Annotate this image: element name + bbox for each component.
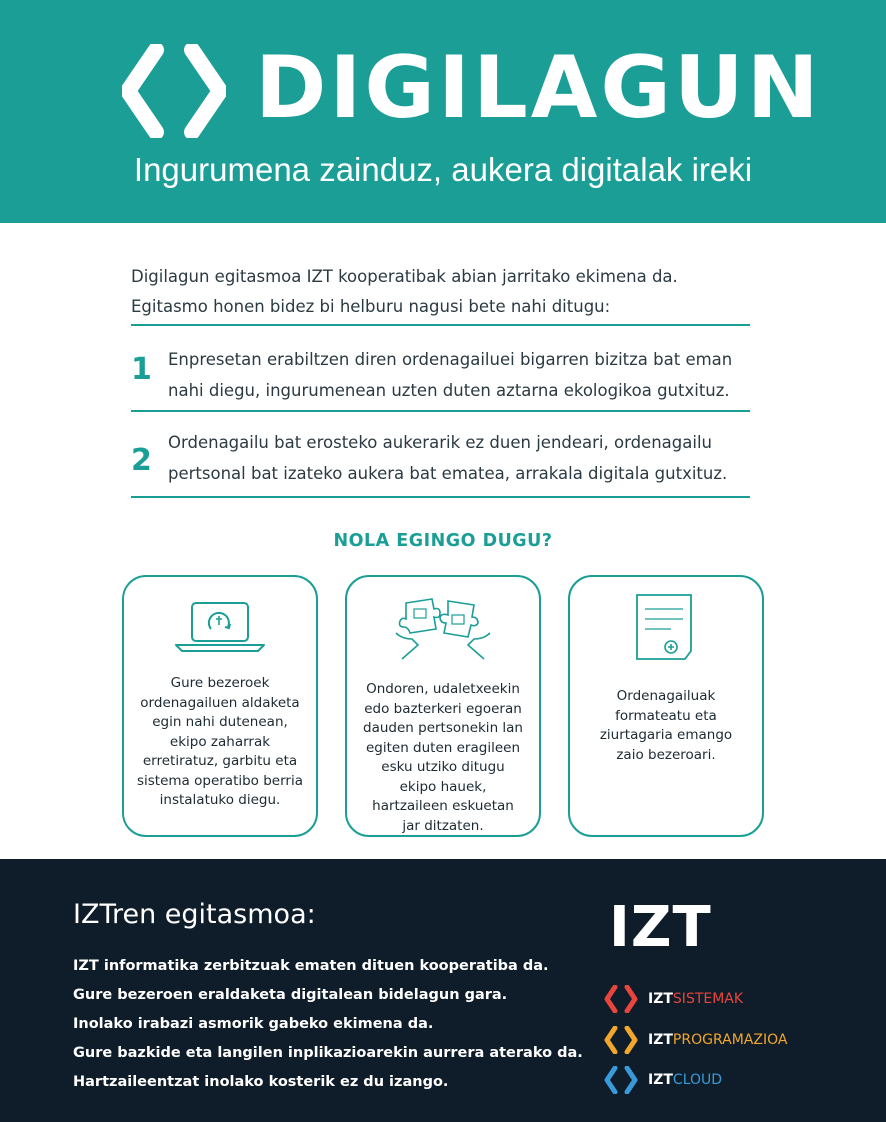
puzzle-hands-icon xyxy=(388,593,498,663)
card-line: esku utziko ditugu xyxy=(381,759,505,775)
card-line: ordenagailuen aldaketa xyxy=(140,694,300,711)
card-line: dauden pertsonekin lan xyxy=(363,720,523,736)
goal-number: 2 xyxy=(131,443,152,478)
footer-line: Gure bazkide eta langilen inplikazioarekin aurrera aterako da. xyxy=(73,1045,583,1061)
chevrons-icon xyxy=(604,1026,638,1054)
card-line: egiten duten eragileen xyxy=(365,739,520,756)
card-line: egin nahi dutenean, xyxy=(152,714,288,730)
brand-label xyxy=(648,991,743,1007)
brand-prefix: IZT xyxy=(648,1032,673,1048)
goal-text xyxy=(168,427,758,489)
brand-label xyxy=(648,1032,787,1048)
footer-title: IZTren egitasmoa: xyxy=(73,899,316,930)
divider xyxy=(131,324,750,326)
footer-line: Gure bezeroen eraldaketa digitalean bidelagun gara. xyxy=(73,987,508,1003)
card-line: Ordenagailuak xyxy=(616,688,716,704)
certificate-document-icon xyxy=(631,591,701,663)
step-card-2 xyxy=(345,575,541,837)
laptop-refresh-icon xyxy=(170,599,270,655)
section-title: NOLA EGINGO DUGU? xyxy=(333,531,553,551)
header-banner xyxy=(0,0,886,223)
brand-prefix: IZT xyxy=(648,991,673,1007)
card-line: erretiratuz, garbitu eta xyxy=(142,753,298,769)
goal-text xyxy=(168,344,758,406)
card-line: instalatuko diegu. xyxy=(159,792,281,808)
goal-line: Enpresetan erabiltzen diren ordenagailuei bigarren bizitza bat eman xyxy=(168,350,733,369)
chevrons-icon xyxy=(604,985,638,1013)
card-text xyxy=(347,680,539,836)
intro-line: Digilagun egitasmoa IZT kooperatibak abian jarritako ekimena da. xyxy=(131,267,678,286)
digilagun-logo-icon xyxy=(122,44,226,138)
footer-line: Hartzaileentzat inolako kosterik ez du izango. xyxy=(73,1074,449,1090)
intro-text xyxy=(131,262,751,322)
brand-suffix: PROGRAMAZIOA xyxy=(672,1032,788,1048)
logo-text: DIGILAGUN xyxy=(255,38,822,138)
goal-line: Ordenagailu bat erosteko aukerarik ez duen jendeari, ordenagailu xyxy=(168,433,712,452)
footer-line: Inolako irabazi asmorik gabeko ekimena da. xyxy=(73,1016,434,1032)
goal-number: 1 xyxy=(131,352,152,387)
card-line: ekipo zaharrak xyxy=(169,733,271,750)
card-text xyxy=(570,687,762,765)
divider xyxy=(131,410,750,412)
goal-line: pertsonal bat izateko aukera bat ematea, arrakala digitala gutxituz. xyxy=(168,464,728,483)
card-line: ekipo hauek, xyxy=(399,778,487,795)
intro-line: Egitasmo honen bidez bi helburu nagusi bete nahi ditugu: xyxy=(131,297,611,316)
card-line: jar ditzaten. xyxy=(402,817,484,834)
step-card-3 xyxy=(568,575,764,837)
brand-label xyxy=(648,1072,722,1088)
card-line: sistema operatibo berria xyxy=(136,772,303,789)
brand-suffix: SISTEMAK xyxy=(672,991,744,1007)
step-card-1 xyxy=(122,575,318,837)
card-line: hartzaileen eskuetan xyxy=(372,798,514,814)
izt-logo: IZT xyxy=(609,895,712,960)
chevrons-icon xyxy=(604,1066,638,1094)
footer-line: IZT informatika zerbitzuak ematen dituen kooperatiba da. xyxy=(73,958,549,974)
card-line: Gure bezeroek xyxy=(170,675,270,691)
card-line: Ondoren, udaletxeekin xyxy=(366,681,520,697)
card-line: zaio bezeroari. xyxy=(616,746,716,763)
divider xyxy=(131,496,750,498)
card-line: edo bazterkeri egoeran xyxy=(364,700,522,717)
tagline: Ingurumena zainduz, aukera digitalak ireki xyxy=(133,151,753,188)
brand-suffix: CLOUD xyxy=(672,1072,723,1088)
goal-line: nahi diegu, ingurumenean uzten duten aztarna ekologikoa gutxituz. xyxy=(168,381,730,400)
card-line: formateatu eta xyxy=(615,707,717,724)
card-line: ziurtagaria emango xyxy=(599,727,733,743)
brand-prefix: IZT xyxy=(648,1072,673,1088)
footer-text xyxy=(73,952,583,1097)
card-text xyxy=(124,674,316,811)
